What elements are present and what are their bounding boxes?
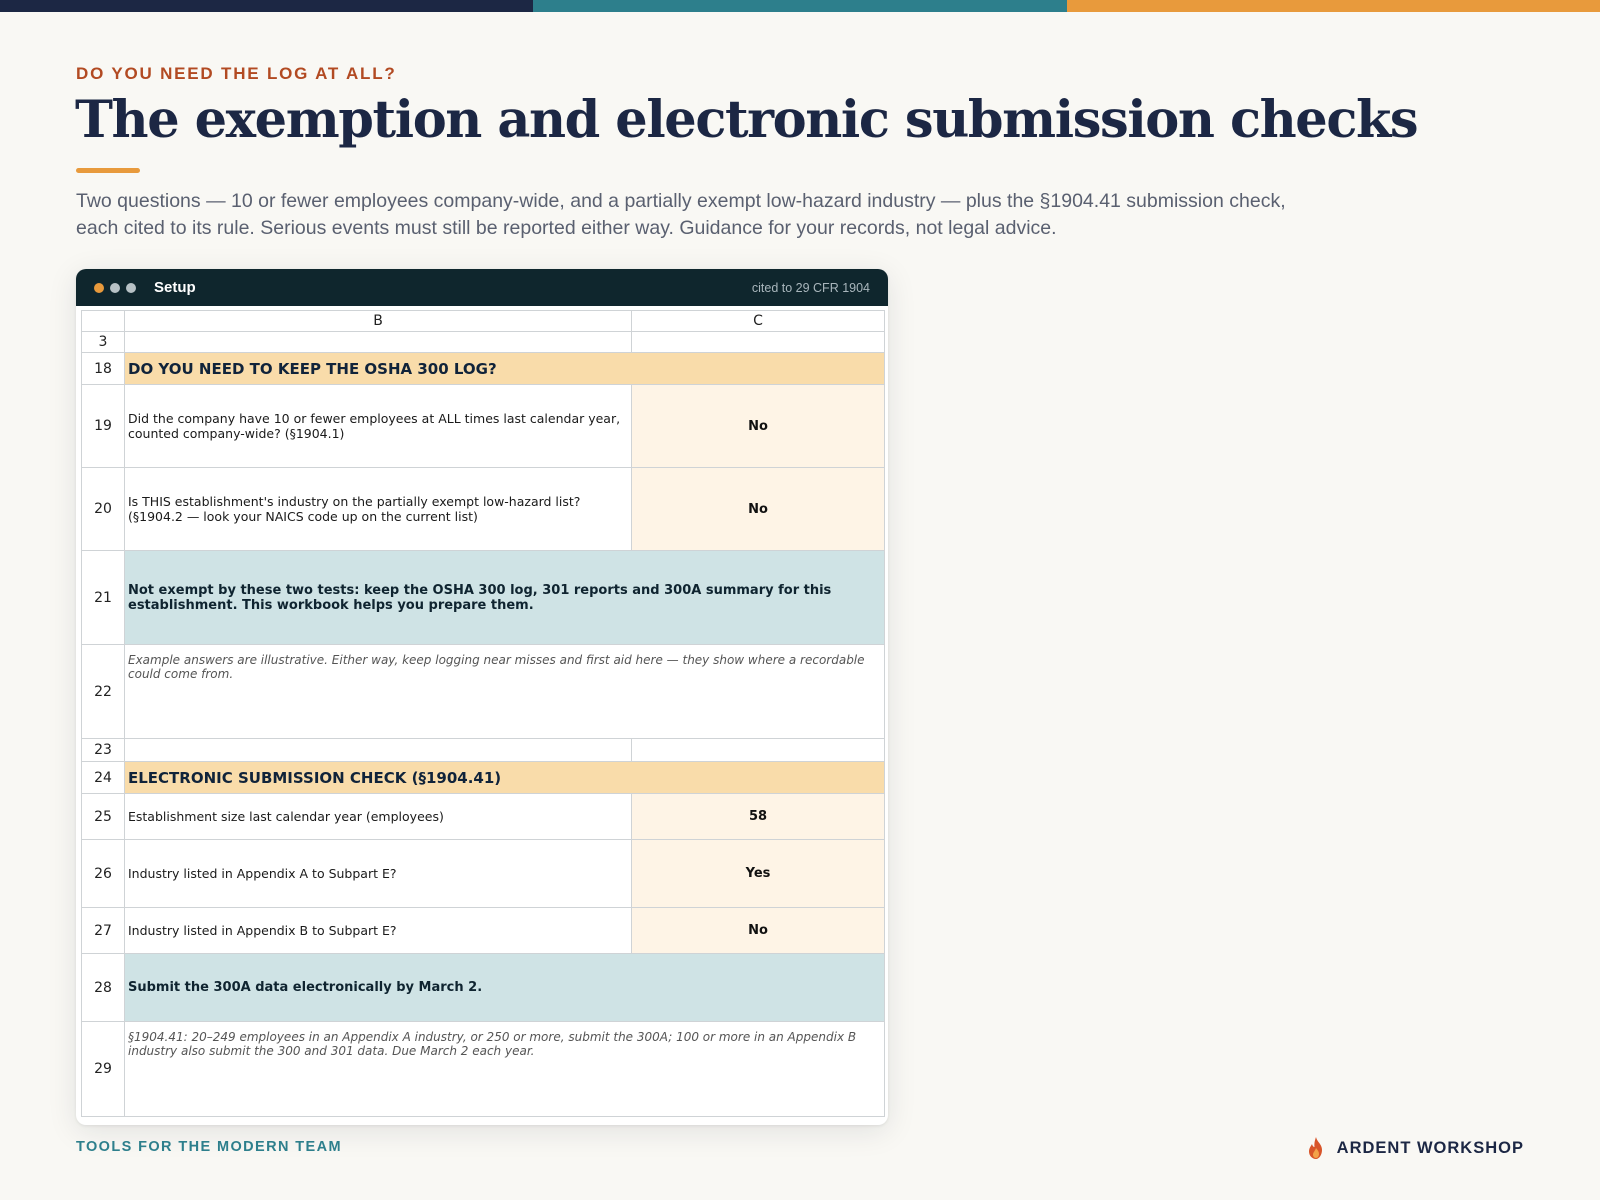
section-header-electronic-submission[interactable]: ELECTRONIC SUBMISSION CHECK (§1904.41) <box>125 762 885 794</box>
row-number[interactable]: 22 <box>82 645 125 739</box>
spreadsheet-window <box>76 269 888 1125</box>
footer-tagline: TOOLS FOR THE MODERN TEAM <box>76 1139 342 1155</box>
question-cell[interactable]: Did the company have 10 or fewer employees at ALL times last calendar year, counted company-wide? (§1904.1) <box>125 385 632 468</box>
brand-name: ARDENT WORKSHOP <box>1336 1138 1524 1157</box>
row-number[interactable]: 26 <box>82 840 125 908</box>
answer-cell[interactable]: No <box>632 385 885 468</box>
question-cell[interactable]: Industry listed in Appendix B to Subpart E? <box>125 908 632 954</box>
page-title: The exemption and electronic submission checks <box>75 90 1418 150</box>
window-title: Setup <box>154 279 196 296</box>
top-bar-orange-segment <box>1067 0 1600 12</box>
table-row <box>82 468 885 551</box>
result-cell[interactable]: Not exempt by these two tests: keep the OSHA 300 log, 301 reports and 300A summary for this establishment. This workbook helps you prepare them. <box>125 551 885 645</box>
table-row <box>82 353 885 385</box>
window-dot-gray-icon[interactable] <box>126 283 136 293</box>
window-dot-gray-icon[interactable] <box>110 283 120 293</box>
answer-cell[interactable]: 58 <box>632 794 885 840</box>
table-row <box>82 385 885 468</box>
column-header-row <box>82 311 885 332</box>
section-header-osha-log[interactable]: DO YOU NEED TO KEEP THE OSHA 300 LOG? <box>125 353 885 385</box>
cell-b23[interactable] <box>125 739 632 762</box>
row-number[interactable]: 18 <box>82 353 125 385</box>
spreadsheet-grid <box>81 310 885 1117</box>
window-dot-orange-icon[interactable] <box>94 283 104 293</box>
cell-b3[interactable] <box>125 332 632 353</box>
top-bar-teal-segment <box>533 0 1066 12</box>
answer-cell[interactable]: No <box>632 468 885 551</box>
column-header-c[interactable]: C <box>632 311 885 332</box>
question-cell[interactable]: Industry listed in Appendix A to Subpart E? <box>125 840 632 908</box>
note-cell[interactable]: Example answers are illustrative. Either way, keep logging near misses and first aid here — they show where a recordable could come from. <box>125 645 885 739</box>
column-header-b[interactable]: B <box>125 311 632 332</box>
row-number[interactable]: 24 <box>82 762 125 794</box>
table-row <box>82 551 885 645</box>
question-cell[interactable]: Is THIS establishment's industry on the partially exempt low-hazard list? (§1904.2 — look your NAICS code up on the current list) <box>125 468 632 551</box>
title-underline <box>76 168 140 173</box>
table-row <box>82 908 885 954</box>
page-subtitle: Two questions — 10 or fewer employees company-wide, and a partially exempt low-hazard industry — plus the §1904.41 submission check, each cited to its rule. Serious events must still be reported either way. Guidance for your records, not legal advice. <box>76 190 1286 239</box>
row-number[interactable]: 29 <box>82 1022 125 1117</box>
note-cell[interactable]: §1904.41: 20–249 employees in an Appendix A industry, or 250 or more, submit the 300A; 100 or more in an Appendix B industry also submit the 300 and 301 data. Due March 2 each year. <box>125 1022 885 1117</box>
table-row <box>82 954 885 1022</box>
window-titlebar <box>76 269 888 306</box>
eyebrow-label: DO YOU NEED THE LOG AT ALL? <box>76 64 397 83</box>
table-row <box>82 1022 885 1117</box>
row-number[interactable]: 28 <box>82 954 125 1022</box>
cell-c23[interactable] <box>632 739 885 762</box>
table-row <box>82 794 885 840</box>
table-row <box>82 840 885 908</box>
row-number[interactable]: 23 <box>82 739 125 762</box>
table-row <box>82 332 885 353</box>
corner-cell[interactable] <box>82 311 125 332</box>
row-number[interactable]: 27 <box>82 908 125 954</box>
table-row <box>82 762 885 794</box>
answer-cell[interactable]: No <box>632 908 885 954</box>
table-row <box>82 739 885 762</box>
flame-logo-icon <box>1305 1136 1327 1160</box>
top-bar-navy-segment <box>0 0 533 12</box>
brand-logo[interactable] <box>1305 1136 1524 1160</box>
row-number[interactable]: 19 <box>82 385 125 468</box>
question-cell[interactable]: Establishment size last calendar year (employees) <box>125 794 632 840</box>
answer-cell[interactable]: Yes <box>632 840 885 908</box>
window-citation: cited to 29 CFR 1904 <box>751 280 870 295</box>
table-row <box>82 645 885 739</box>
row-number[interactable]: 21 <box>82 551 125 645</box>
top-color-bar <box>0 0 1600 12</box>
result-cell[interactable]: Submit the 300A data electronically by March 2. <box>125 954 885 1022</box>
cell-c3[interactable] <box>632 332 885 353</box>
row-number[interactable]: 20 <box>82 468 125 551</box>
row-number[interactable]: 25 <box>82 794 125 840</box>
row-number[interactable]: 3 <box>82 332 125 353</box>
